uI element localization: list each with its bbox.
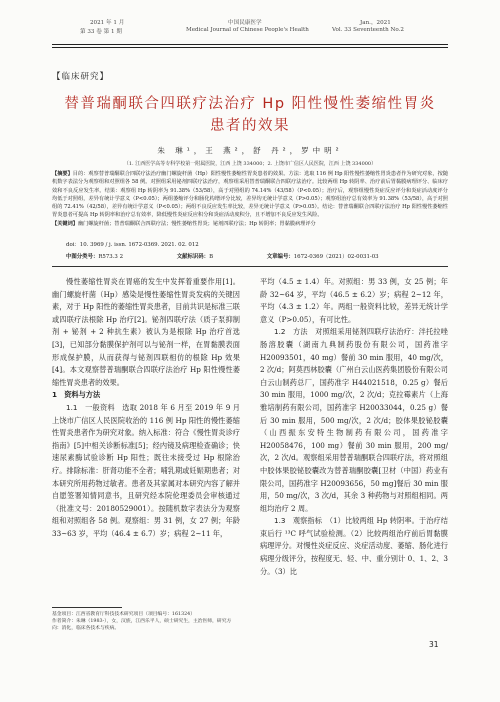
page-number: 31 [429,640,439,649]
intro-paragraph: 慢性萎缩性胃炎在胃癌的发生中发挥着重要作用[1]。幽门螺旋杆菌（Hp）感染是慢性萎缩性胃炎发病的关键因素，对于 Hp 阳性的萎缩性胃炎患者，目前共识是标准三联或四联疗法根除 Hp 治疗[2]。铋剂四联疗法（质子泵抑制剂 + 铋剂 + 2 种抗生素）被认为是根除 Hp 治疗首选[3]，已知部分黏膜保护剂可以与铋剂一样，在胃黏膜表面形成保护膜，从而获得与铋剂四联相仿的根除 Hp 效果[4]。本文观察替普瑞酮联合四联疗法治疗 Hp 阳性慢性萎缩性胃炎患者的效果。 [52,277,240,387]
footnote [52,611,240,632]
methods-text: 对照组采用铋剂四联疗法治疗：泮托拉唑肠溶胶囊（湖南九典制药股份有限公司，国药准字 H20093501，40 mg）餐前 30 min 服用，40 mg/次，2 次/d；阿莫西林胶囊（广州白云山医药集团股份有限公司白云山制药总厂，国药准字 H44021518，0.25 g）餐后 30 min 服用，1000 mg/次，2 次/d；克拉霉素片（上海雅培制药有限公司，国药准字 H20033044，0.25 g）餐后 30 min 服用，500 mg/次，2 次/d；胶体果胶铋胶囊（山西振东安特生物制药有限公司，国药准字 H20058476，100 mg）餐前 30 min 服用，200 mg/次，2 次/d。观察组采用替普瑞酮联合四联疗法，将对照组中胶体果胶铋胶囊改为替普瑞酮胶囊[卫材（中国）药业有限公司，国药准字 H20093656，50 mg]餐后 30 min 服用，50 mg/次，3 次/d，其余 3 种药物与对照组相同。两组均治疗 2 周。 [260,327,448,513]
header-journal-cn: 中国民康医学 [228,20,262,26]
header-date-cn: 2021 年 1 月 [90,20,125,26]
heading-materials-methods: 1 资料与方法 [52,390,101,400]
clc-value: R573.3 2 [98,254,123,260]
body-left-column [52,276,240,540]
general-data-continued: 平均（4.5 ± 1.4）年。对照组：男 33 例，女 25 例；年龄 32~64 岁，平均（46.5 ± 6.2）岁；病程 2~12 年，平均（4.3 ± 1.2）年。两组一般资料比较，差异无统计学意义（P>0.05），有可比性。 [260,277,448,324]
header-date-en: Jan.，2021 [360,20,391,26]
article-no-value: 1672-0369（2021）02-0031-03 [293,254,379,260]
header-volume-en: Vol. 33 Seventeenth No.2 [332,27,404,33]
heading-methods: 1.2 方法 [274,327,308,337]
indicators-text: （1）比较两组 Hp 转阴率。于治疗结束后行 ¹³C 呼气试验检测。（2）比较两组治疗前后胃黏膜病理评分。对慢性炎症反应、炎症活动度、萎缩、肠化进行病理分级评分，按程度无、轻、中、重分别计 0、1、2、3 分。（3）比 [260,516,448,576]
heading-indicators: 1.3 观察指标 [274,516,322,526]
heading-general-data: 1.1 一般资料 [66,402,115,412]
header-rule-thin [52,47,448,48]
authors: 朱 琳¹，王 燕²，舒 丹²，罗中明² [157,146,343,155]
abstract-text: 目的：观察替普瑞酮联合四联疗法治疗幽门螺旋杆菌（Hp）阳性慢性萎缩性胃炎患者的效果。方法：选取 116 例 Hp 阳性慢性萎缩性胃炎患者作为研究对象，按随机数字表法分为观察组和对照组各 58 例。对照组采用铋剂四联疗法治疗，观察组采用替普瑞酮联合四联疗法治疗。比较两组 Hp 转阴率、治疗前后胃黏膜病理评分、临床疗效和不良反应发生率。结果：观察组 Hp 转阴率为 91.38%（53/58），高于对照组的 74.14%（43/58）（P<0.05）；治疗后，观察组慢性炎症反应评分和炎症活动度评分均低于对照组，差异有统计学意义（P<0.05）；两组萎缩评分和肠化构增评分比较，差异均无统计学意义（P>0.05）；观察组治疗总有效率为 91.38%（53/58），高于对照组的 72.41%（42/58），差异有统计学意义（P<0.05）；两组不良反应发生率比较，差异无统计学意义（P>0.05）。结论：替普瑞酮联合四联疗法治疗 Hp 阳性慢性萎缩性胃炎患者可提高 Hp 转阴率和治疗总有效率，降低慢性炎症反应积分和炎症活动度积分，且不增加不良反应发生风险。 [52,171,448,219]
indicators-paragraph [260,515,448,578]
footnote-rule [52,607,122,608]
body-right-column [260,276,448,578]
methods-paragraph [260,326,448,515]
doc-code-label: 文献标识码： [176,254,210,260]
title-line-1: 替普瑞酮联合四联疗法治疗 Hp 阳性慢性萎缩性胃炎 [64,96,436,112]
abstract-divider [52,266,448,267]
header-rule [52,44,448,45]
general-data-text: 选取 2018 年 6 月至 2019 年 9 月上饶市广信区人民医院收治的 116 例 Hp 阳性的慢性萎缩性胃炎患者作为研究对象。纳入标准：符合《慢性胃炎诊疗指南》[5]中相关诊断标准[5]；经内镜及病理检查确诊；快速尿素酶试验诊断 Hp 阳性；既往未接受过 Hp 根除治疗。排除标准：肝肾功能不全者；哺乳期或妊娠期患者；对本研究所用药物过敏者。患者及其家属对本研究内容了解并自愿签署知情同意书，且研究经本院伦理委员会审核通过（批准文号：20180529001）。按随机数字表法分为观察组和对照组各 58 例。观察组：男 31 例，女 27 例；年龄 33~63 岁，平均（46.4 ± 6.7）岁；病程 2~11 年， [52,402,240,538]
doc-code-value: B [209,254,214,260]
abstract-label: 【摘要】 [52,171,73,177]
footnote-author: 作者简介：朱琳（1983-），女，汉族，江西乐平人，硕士研究生，主治医师，研究方向：消化，临床各技术与疾病。 [52,619,232,631]
title-line-2: 患者的效果 [210,118,290,134]
abstract [52,170,448,228]
header-journal-en: Medical Journal of Chinese People's Health [186,27,309,33]
footnote-fund: 基金项目：江西省教育厅科技技术研究项目（项目编号：161324） [52,612,196,617]
article-no-label: 文章编号： [266,254,294,260]
affiliation: （1. 江西医学高等专科学校第一附属医院，江西 上饶 334000；2. 上饶市广信区人民医院，江西 上饶 334000） [123,161,377,167]
keywords-label: 【关键词】 [52,220,78,227]
doi: doi：10. 3969 / j. issn. 1672-0369. 2021. 02. 012 [66,242,199,248]
keywords-text: 幽门螺旋杆菌；替普瑞酮联合四联疗法；慢性萎缩性胃炎；铋剂四联疗法；Hp 转阴率；胃黏膜病理评分 [77,220,316,227]
article-title [50,93,450,137]
general-data-paragraph [52,402,240,541]
header-volume-cn: 第 33 卷 第 1 期 [80,29,122,35]
clc-label: 中图分类号： [66,254,99,260]
classification-line [66,252,462,260]
section-label: 【临床研究】 [52,72,110,82]
